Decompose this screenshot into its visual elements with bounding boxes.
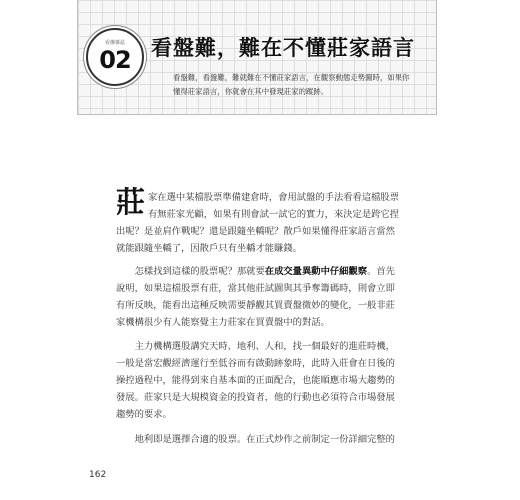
- paragraph-1: [116, 185, 400, 257]
- text-line: 趨勢的要求。: [116, 409, 172, 420]
- text-segment: 怎樣找到這樣的股票呢？那就要: [134, 266, 265, 277]
- text-line: 出呢？是並肩作戰呢？還是跟隨坐轎呢？散戶如果懂得莊家語言當然: [116, 226, 395, 237]
- text-line: 家機構很少有人能察覺主力莊家在買賣盤中的對話。: [116, 317, 330, 328]
- subtitle-line: 看盤難，看盤難，難就難在不懂莊家語言，在觀察動態走勢圖時，如果你: [173, 73, 410, 82]
- text-line: 說明，如果這檔股票有莊，當其他莊試圖與其爭奪籌碼時，則會立即: [116, 283, 395, 294]
- text-line: 家在選中某檔股票準備建倉時，會用試盤的手法看看這檔股票: [148, 192, 400, 203]
- paragraph-3: [116, 338, 394, 423]
- paragraph-4: [116, 431, 394, 448]
- text-line: 有所反映，能看出這種反映需要靜觀其買賣盤微妙的變化，一般非莊: [116, 300, 395, 311]
- subtitle-line: 懂得莊家語言，你就會在其中發現莊家的蹤跡。: [173, 87, 329, 96]
- text-line: [116, 431, 394, 448]
- page-number: 162: [89, 470, 107, 480]
- paragraph-2: [116, 263, 394, 331]
- text-line: 一般是當宏觀經濟運行至低谷而有啟動跡象時，此時入莊會在日後的: [116, 358, 395, 369]
- highlighted-text: 在成交量異動中仔細觀察: [264, 266, 368, 277]
- text-line: 有無莊家光顧，如果有則會試一試它的實力，來決定是跨它捏: [148, 209, 400, 220]
- text-segment: 主力機構選股講究天時、地利、人和，找一個最好的進莊時機，: [134, 341, 395, 352]
- text-line: 操控過程中，能得到來自基本面的正面配合，也能順應市場大趨勢的: [116, 375, 395, 386]
- chapter-number: 02: [99, 46, 131, 74]
- text-line: [116, 338, 394, 355]
- text-segment: 。首先: [367, 266, 395, 277]
- drop-cap: 莊: [116, 185, 146, 219]
- text-line: [116, 263, 394, 280]
- chapter-subtitle: [173, 71, 418, 99]
- chapter-badge: [86, 28, 144, 86]
- text-line: 就能跟隨坐轎了，因散戶只有坐轎才能賺錢。: [116, 243, 302, 254]
- badge-caption: 看盤雜誌: [104, 40, 125, 46]
- chapter-title: 看盤難，難在不懂莊家語言: [151, 35, 415, 60]
- text-line: 發展。莊家只是大規模資金的投資者，他的行動也必須符合市場發展: [116, 392, 395, 403]
- text-segment: 地利即是選擇合適的股票。在正式炒作之前制定一份詳細完整的: [134, 434, 395, 445]
